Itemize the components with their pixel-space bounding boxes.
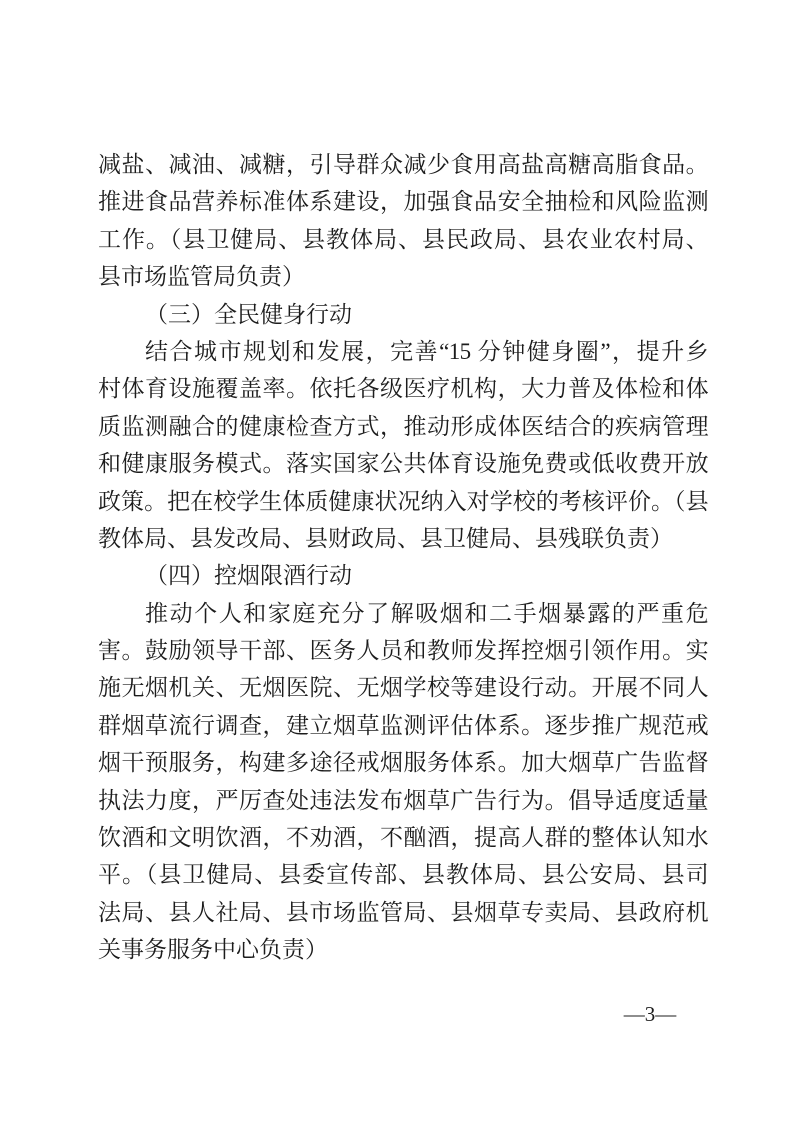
text-line: 推动个人和家庭充分了解吸烟和二手烟暴露的严重危	[145, 600, 708, 626]
text-line: 饮酒和文明饮酒，不劝酒，不酗酒，提高人群的整体认知水	[98, 825, 708, 851]
text-line: 烟干预服务，构建多途径戒烟服务体系。加大烟草广告监督	[98, 750, 708, 776]
text-line: 关事务服务中心负责）	[98, 937, 328, 963]
text-line: 害。鼓励领导干部、医务人员和教师发挥控烟引领作用。实	[98, 638, 708, 664]
text-line: 工作。（县卫健局、县教体局、县民政局、县农业农村局、	[98, 226, 708, 252]
text-line: 群烟草流行调查，建立烟草监测评估体系。逐步推广规范戒	[98, 712, 708, 738]
text-line: 执法力度，严厉查处违法发布烟草广告行为。倡导适度适量	[98, 787, 708, 813]
text-line: 和健康服务模式。落实国家公共体育设施免费或低收费开放	[98, 451, 708, 477]
text-line: 教体局、县发改局、县财政局、县卫健局、县残联负责）	[98, 525, 673, 551]
text-line: 质监测融合的健康检查方式，推动形成体医结合的疾病管理	[98, 413, 708, 439]
text-line: 施无烟机关、无烟医院、无烟学校等建设行动。开展不同人	[98, 675, 708, 701]
text-line: 县市场监管局负责）	[98, 264, 305, 290]
text-line: 平。（县卫健局、县委宣传部、县教体局、县公安局、县司	[98, 862, 708, 888]
text-line: 政策。把在校学生体质健康状况纳入对学校的考核评价。（县	[98, 488, 708, 514]
section-heading: （四）控烟限酒行动	[145, 563, 352, 589]
text-line: 推进食品营养标准体系建设，加强食品安全抽检和风险监测	[98, 189, 708, 215]
section-heading: （三）全民健身行动	[145, 301, 352, 327]
page-number: —3—	[623, 1002, 677, 1026]
document-body	[98, 146, 708, 969]
text-line: 结合城市规划和发展，完善“15 分钟健身圈”，提升乡	[145, 338, 708, 364]
text-line: 减盐、减油、减糖，引导群众减少食用高盐高糖高脂食品。	[98, 152, 708, 177]
text-line: 村体育设施覆盖率。依托各级医疗机构，大力普及体检和体	[98, 376, 708, 402]
text-line: 法局、县人社局、县市场监管局、县烟草专卖局、县政府机	[98, 899, 708, 925]
